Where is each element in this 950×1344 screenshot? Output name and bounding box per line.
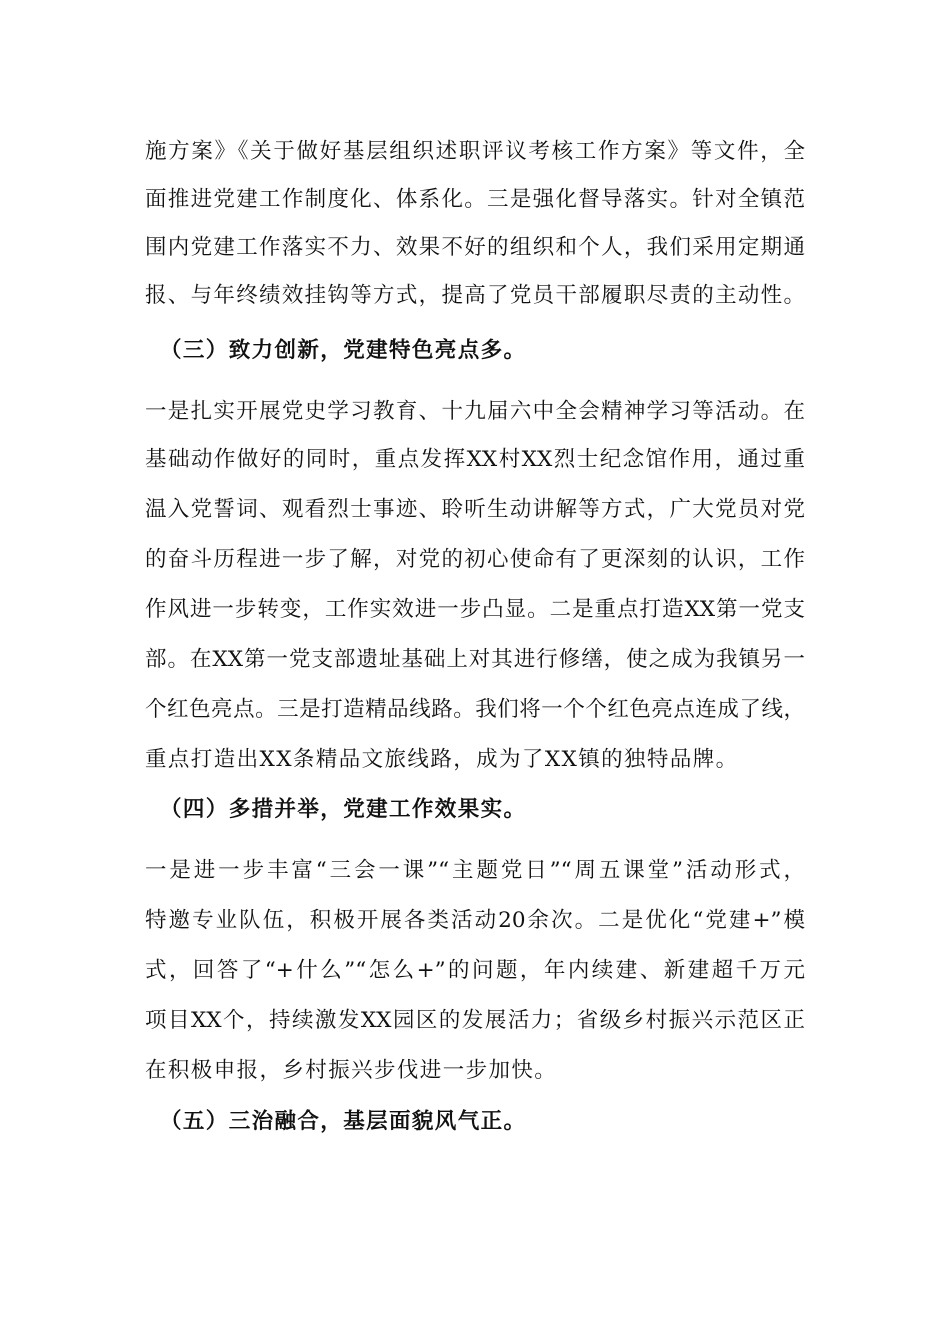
- body-text-line: 温入党誓词、观看烈士事迹、聆听生动讲解等方式，广大党员对党: [145, 497, 805, 522]
- section-heading-5: （五）三治融合，基层面貌风气正。: [160, 1109, 527, 1134]
- section-heading-3: （三）致力创新，党建特色亮点多。: [160, 338, 527, 363]
- body-text-line: 基础动作做好的同时，重点发挥XX村XX烈士纪念馆作用，通过重: [145, 447, 805, 472]
- body-text-line: 报、与年终绩效挂钩等方式，提高了党员干部履职尽责的主动性。: [145, 283, 805, 308]
- body-text-line: 部。在XX第一党支部遗址基础上对其进行修缮，使之成为我镇另一: [145, 647, 805, 672]
- body-text-line: 围内党建工作落实不力、效果不好的组织和个人，我们采用定期通: [145, 235, 805, 260]
- body-text-line: 面推进党建工作制度化、体系化。三是强化督导落实。针对全镇范: [145, 187, 805, 212]
- body-text-line: 项目XX个，持续激发XX园区的发展活力；省级乡村振兴示范区正: [145, 1008, 805, 1033]
- body-text-line: 施方案》《关于做好基层组织述职评议考核工作方案》等文件，全: [145, 139, 805, 164]
- body-text-line: 特邀专业队伍，积极开展各类活动20余次。二是优化“党建+”模: [145, 908, 805, 933]
- body-text-line: 一是进一步丰富“三会一课”“主题党日”“周五课堂”活动形式，: [145, 858, 805, 883]
- body-text-line: 一是扎实开展党史学习教育、十九届六中全会精神学习等活动。在: [145, 399, 805, 424]
- body-text-line: 的奋斗历程进一步了解，对党的初心使命有了更深刻的认识，工作: [145, 547, 805, 572]
- body-text-line: 在积极申报，乡村振兴步伐进一步加快。: [145, 1058, 558, 1083]
- body-text-line: 个红色亮点。三是打造精品线路。我们将一个个红色亮点连成了线，: [145, 697, 805, 722]
- body-text-line: 重点打造出XX条精品文旅线路，成为了XX镇的独特品牌。: [145, 747, 739, 772]
- section-heading-4: （四）多措并举，党建工作效果实。: [160, 797, 527, 822]
- body-text-line: 作风进一步转变，工作实效进一步凸显。二是重点打造XX第一党支: [145, 597, 805, 622]
- body-text-line: 式，回答了“+什么”“怎么+”的问题，年内续建、新建超千万元: [145, 958, 805, 983]
